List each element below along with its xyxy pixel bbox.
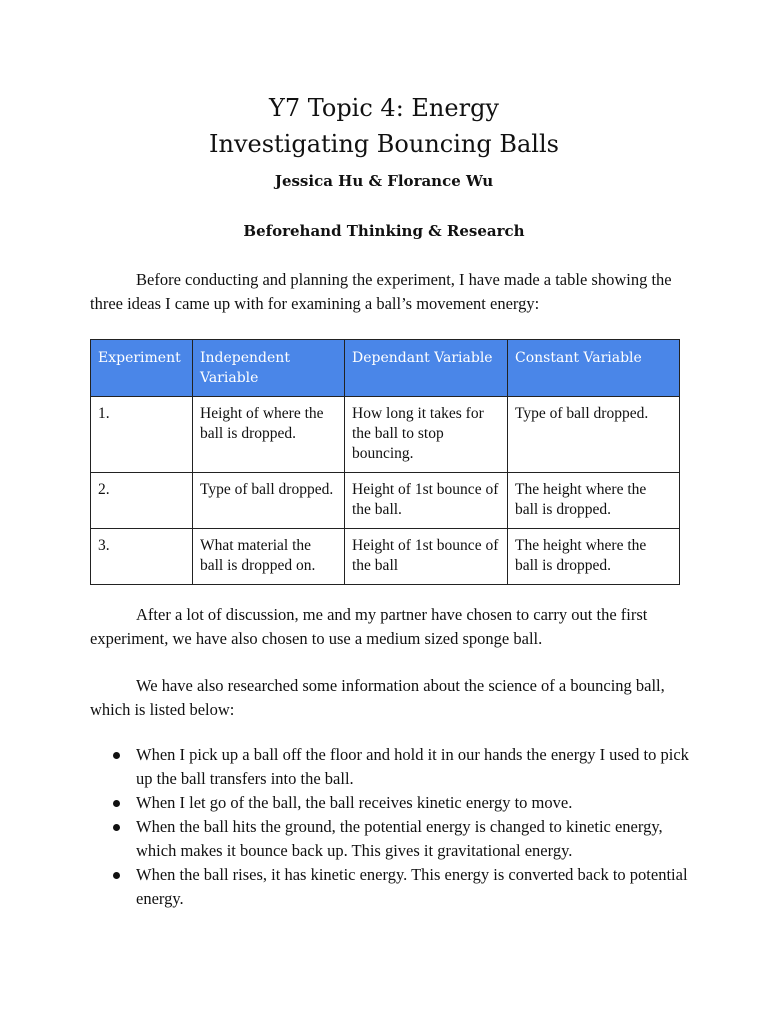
document-title-line-1: Y7 Topic 4: Energy [268, 94, 499, 122]
table-cell: 3. [91, 529, 193, 585]
list-item-text: When I pick up a ball off the floor and hold it in our hands the energy I used to pick up the ball transfers into the ball. [136, 745, 689, 788]
table-row [91, 397, 680, 473]
document-authors: Jessica Hu & Florance Wu [274, 172, 494, 190]
document-title-line-2: Investigating Bouncing Balls [209, 130, 559, 158]
bullet-icon [113, 824, 120, 831]
bullet-icon [113, 872, 120, 879]
list-item-text: When the ball rises, it has kinetic energy. This energy is converted back to potential energy. [136, 865, 688, 908]
table-cell: How long it takes for the ball to stop bouncing. [345, 397, 508, 473]
table-cell: Type of ball dropped. [508, 397, 680, 473]
list-item-text: When I let go of the ball, the ball receives kinetic energy to move. [136, 793, 573, 812]
table-cell: What material the ball is dropped on. [193, 529, 345, 585]
table-cell: The height where the ball is dropped. [508, 473, 680, 529]
table-cell: Height of where the ball is dropped. [193, 397, 345, 473]
table-cell: Type of ball dropped. [193, 473, 345, 529]
choice-paragraph: After a lot of discussion, me and my partner have chosen to carry out the first experiment, we have also chosen to use a medium sized sponge ball. [90, 605, 648, 648]
table-row [91, 529, 680, 585]
table-cell: 1. [91, 397, 193, 473]
list-item-text: When the ball hits the ground, the potential energy is changed to kinetic energy, which makes it bounce back up. This gives it gravitational energy. [136, 817, 663, 860]
table-cell: Height of 1st bounce of the ball [345, 529, 508, 585]
bullet-icon [113, 800, 120, 807]
table-cell: 2. [91, 473, 193, 529]
section-heading: Beforehand Thinking & Research [243, 222, 525, 240]
table-header-cell: Constant Variable [508, 340, 680, 397]
list-item [90, 743, 690, 791]
experiment-table [90, 339, 680, 585]
list-item [90, 863, 690, 911]
list-item [90, 791, 690, 815]
table-header-row [91, 340, 680, 397]
facts-list [90, 743, 690, 911]
table-header-cell: Dependant Variable [345, 340, 508, 397]
bullet-icon [113, 752, 120, 759]
table-header-cell: Experiment [91, 340, 193, 397]
research-paragraph: We have also researched some information about the science of a bouncing ball, which is listed below: [90, 676, 665, 719]
intro-paragraph: Before conducting and planning the experiment, I have made a table showing the three ideas I came up with for examining a ball’s movement energy: [90, 270, 672, 313]
table-header-cell: Independent Variable [193, 340, 345, 397]
table-cell: Height of 1st bounce of the ball. [345, 473, 508, 529]
list-item [90, 815, 690, 863]
table-cell: The height where the ball is dropped. [508, 529, 680, 585]
table-row [91, 473, 680, 529]
